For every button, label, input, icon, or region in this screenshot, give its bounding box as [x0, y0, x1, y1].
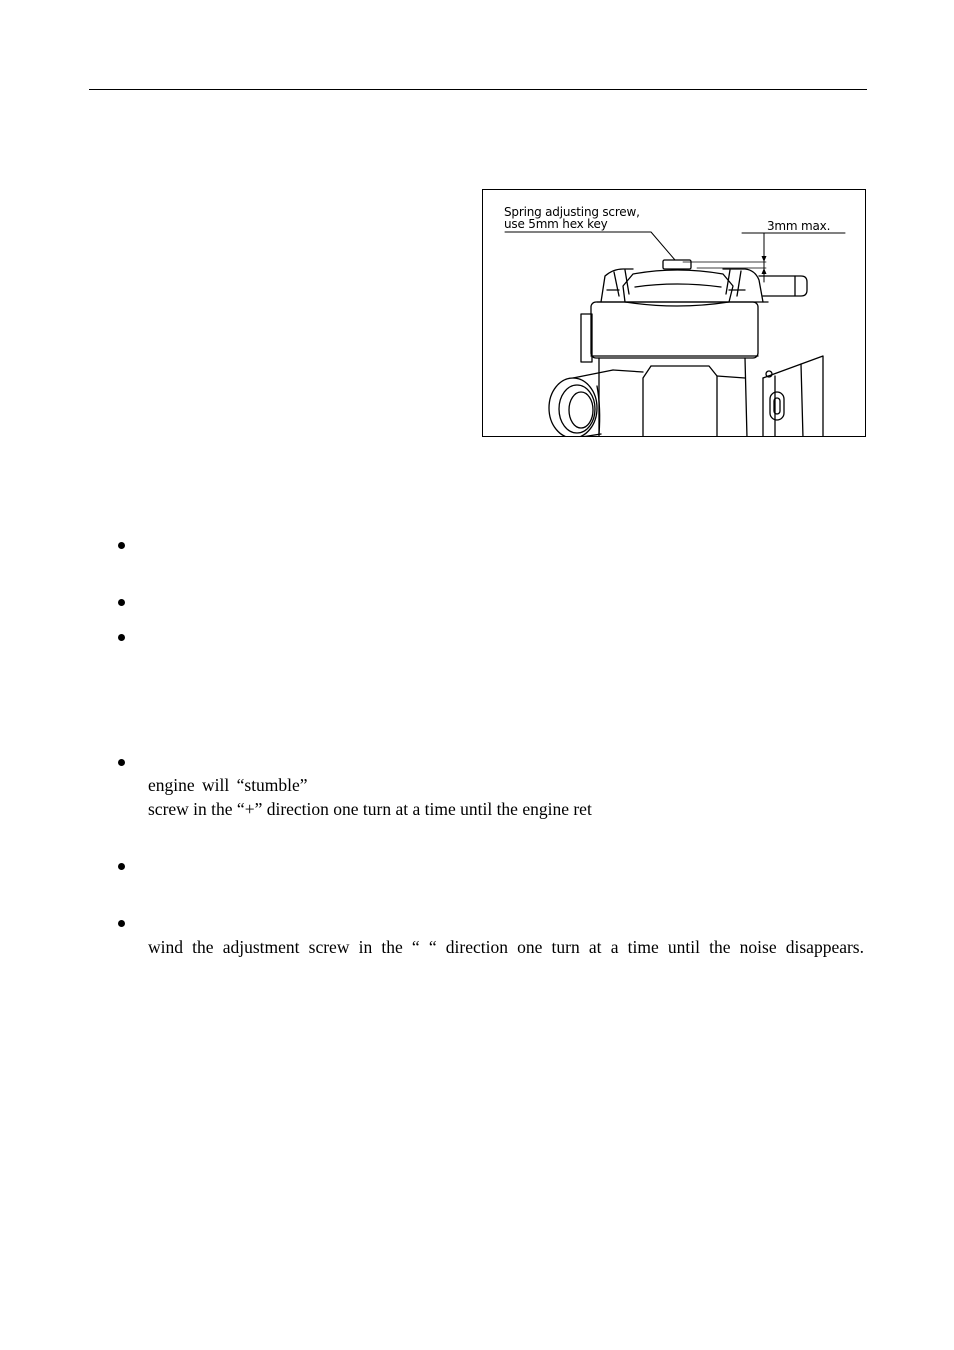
callout-max-label: 3mm max. — [767, 219, 831, 233]
header-rule — [89, 89, 867, 90]
callout-screw-line1: Spring adjusting screw, — [504, 205, 640, 219]
bullet4-text-line1: engine will “stumble” — [148, 775, 308, 795]
bullet6-text-line1: wind the adjustment screw in the “ “ direction one turn at a time until the noise disappears. — [148, 937, 864, 957]
bullet-6 — [118, 920, 125, 927]
bullet-4 — [118, 759, 125, 766]
bullet-3 — [118, 634, 125, 641]
valve-diagram-figure — [482, 189, 866, 437]
bullet4-text-line2: screw in the “+” direction one turn at a time until the engine ret — [148, 799, 592, 819]
bullet-2 — [118, 599, 125, 606]
bullet-5 — [118, 863, 125, 870]
bullet-1 — [118, 542, 125, 549]
callout-screw-line2: use 5mm hex key — [504, 217, 608, 231]
